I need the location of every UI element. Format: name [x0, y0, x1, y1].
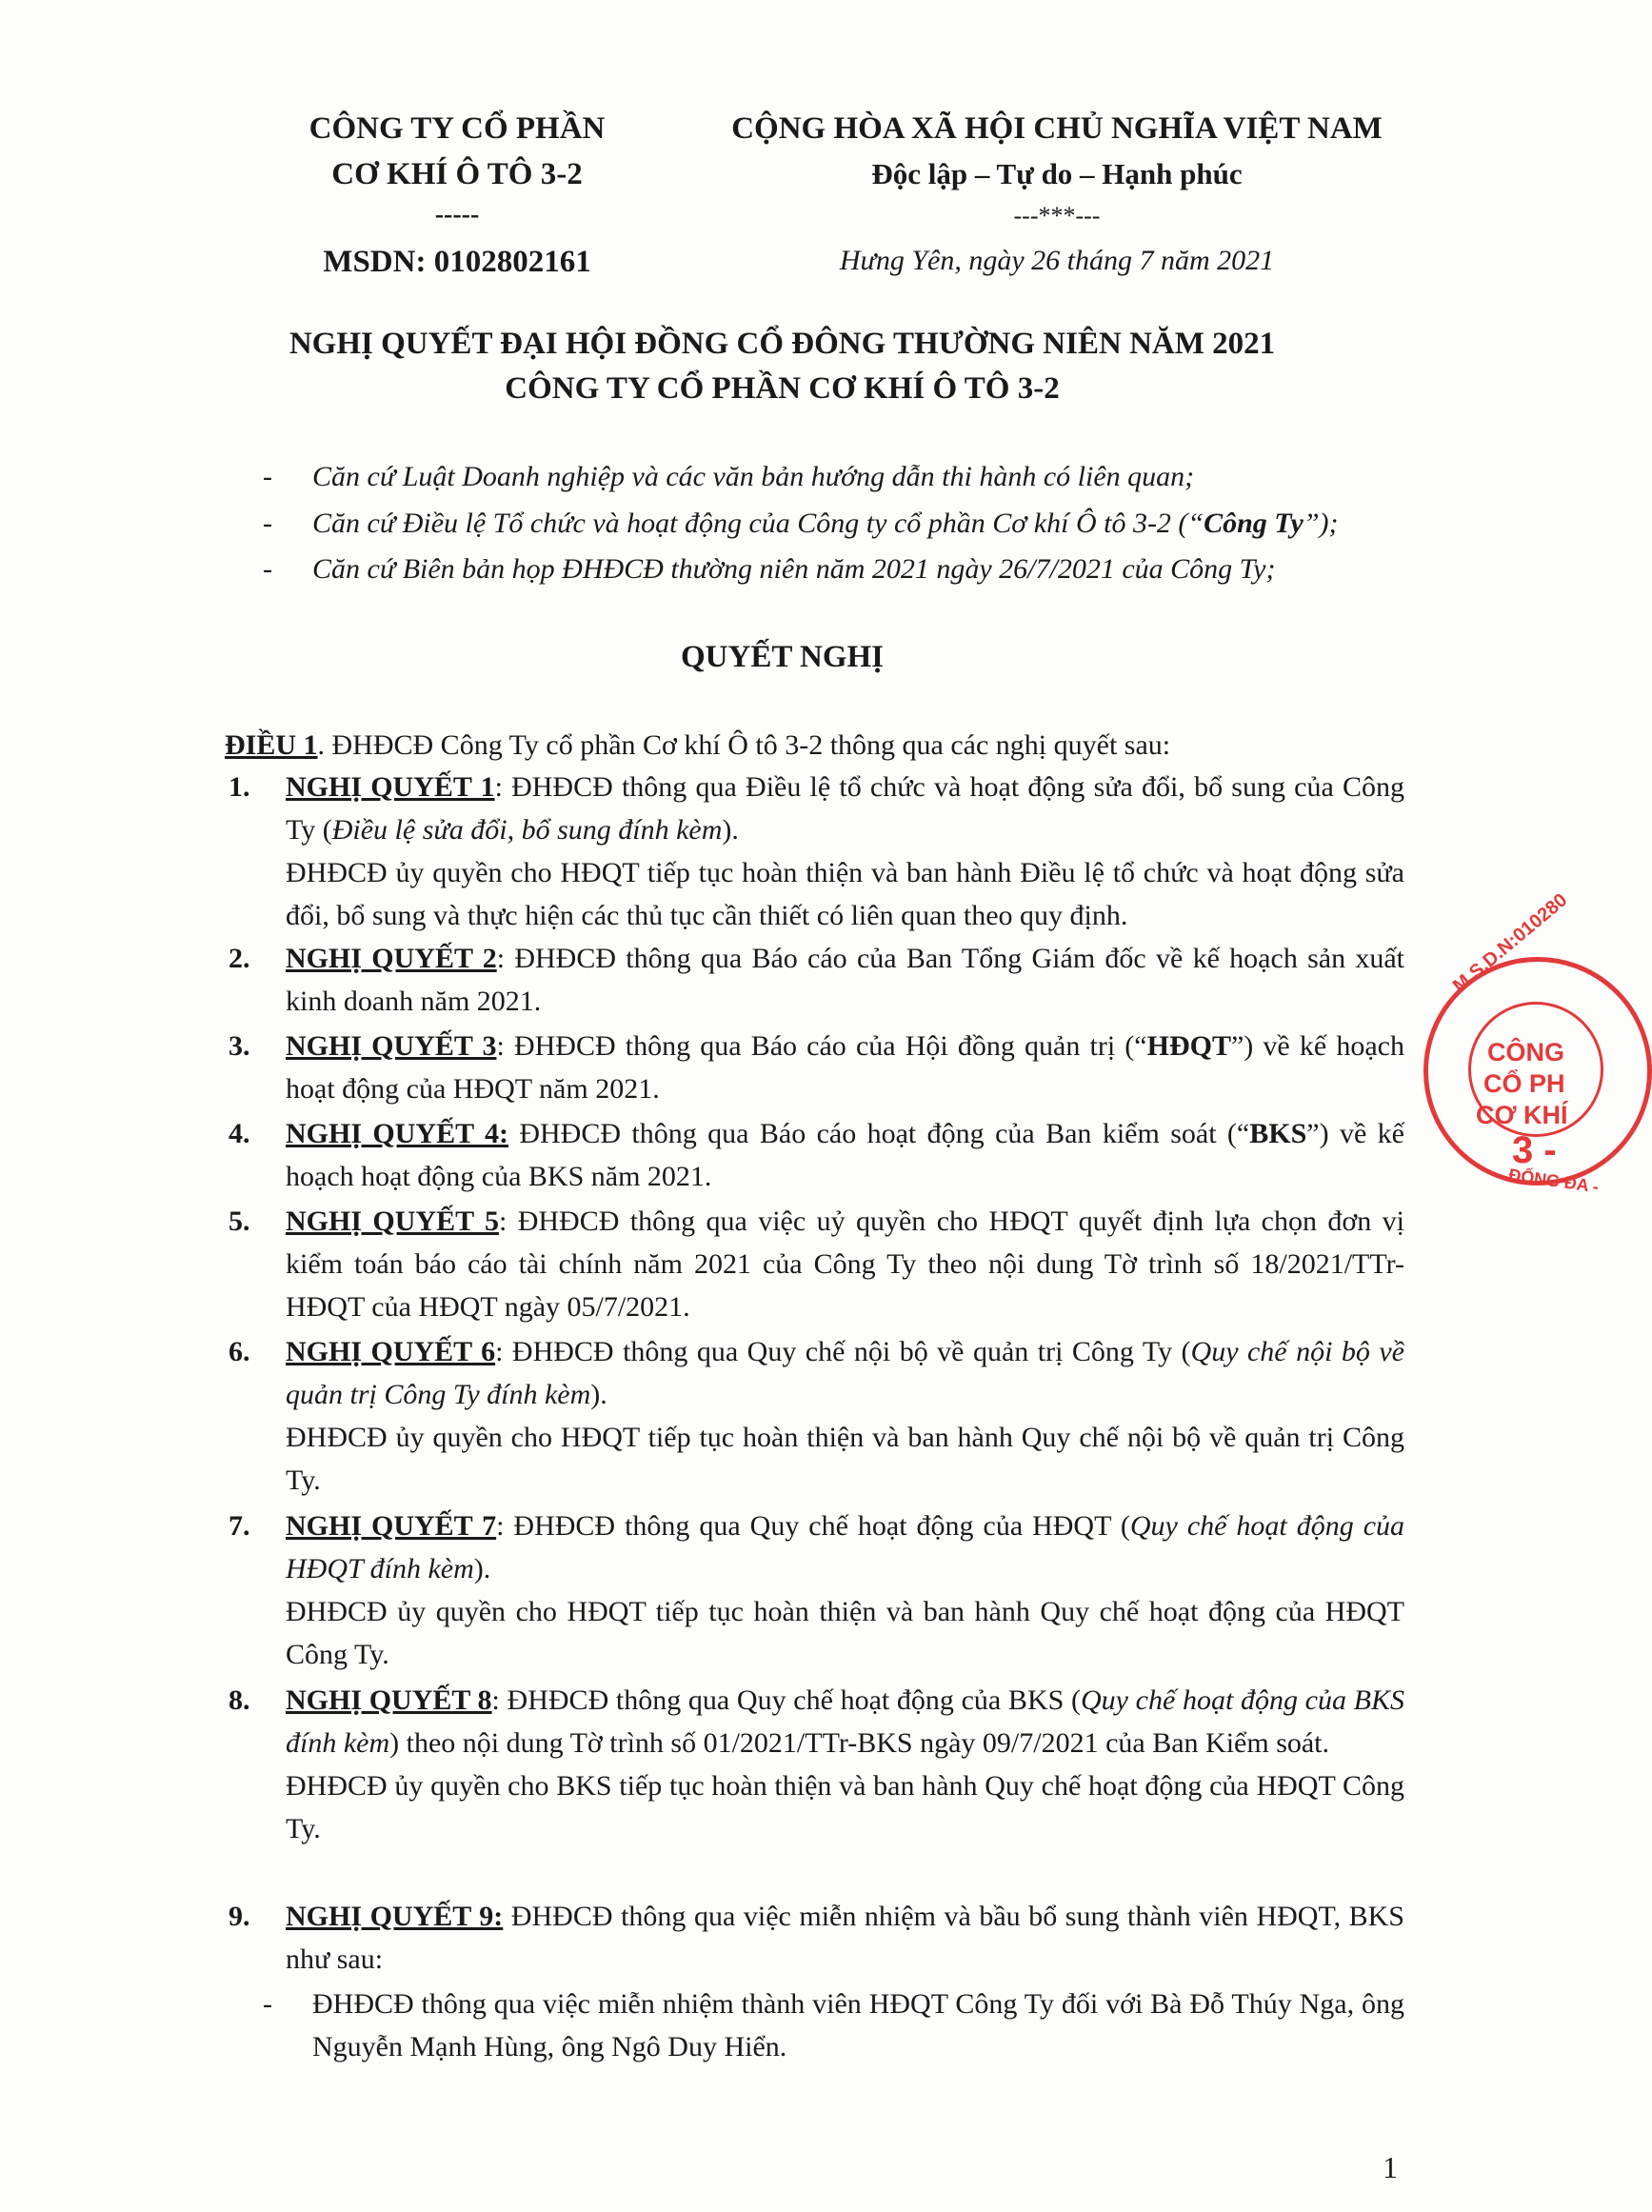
resolution-3: 3. NGHỊ QUYẾT 3: ĐHĐCĐ thông qua Báo cáo của Hội đồng quản trị (“HĐQT”) về kế hoạch hoạt động của HĐQT năm 2021. [229, 1030, 1404, 1105]
dash: - [263, 508, 272, 539]
article-label: ĐIỀU 1 [225, 729, 318, 761]
company-name-line1: CÔNG TY CỔ PHẦN [309, 111, 606, 146]
company-separator: ----- [434, 200, 480, 229]
article-1: ĐIỀU 1. ĐHĐCĐ Công Ty cổ phần Cơ khí Ô tô 3-2 thông qua các nghị quyết sau: [225, 729, 1171, 761]
resolution-2: 2. NGHỊ QUYẾT 2: ĐHĐCĐ thông qua Báo cáo của Ban Tổng Giám đốc về kế hoạch sản xuất kinh doanh năm 2021. [229, 943, 1404, 1017]
nation-separator: ---***--- [1013, 202, 1101, 229]
basis-item-3: - Căn cứ Biên bản họp ĐHĐCĐ thường niên năm 2021 ngày 26/7/2021 của Công Ty; [263, 553, 1276, 585]
dash: - [263, 1988, 272, 2020]
title-line1: NGHỊ QUYẾT ĐẠI HỘI ĐỒNG CỔ ĐÔNG THƯỜNG NIÊN NĂM 2021 [289, 327, 1276, 361]
resolution-9-sub-item: - ĐHĐCĐ thông qua việc miễn nhiệm thành viên HĐQT Công Ty đối với Bà Đỗ Thúy Nga, ông Nguyễn Mạnh Hùng, ông Ngô Duy Hiển. [312, 1983, 1404, 2068]
basis-item-2: - Căn cứ Điều lệ Tổ chức và hoạt động của Công ty cổ phần Cơ khí Ô tô 3-2 (“Công Ty”); [263, 508, 1339, 539]
nation-line1: CỘNG HÒA XÃ HỘI CHỦ NGHĨA VIỆT NAM [731, 111, 1383, 146]
decision-heading: QUYẾT NGHỊ [680, 640, 885, 674]
msdn: MSDN: 0102802161 [323, 245, 591, 279]
title-line2: CÔNG TY CỔ PHẦN CƠ KHÍ Ô TÔ 3-2 [505, 371, 1060, 406]
resolution-6: 6. NGHỊ QUYẾT 6: ĐHĐCĐ thông qua Quy chế nội bộ về quản trị Công Ty (Quy chế nội bộ về quản trị Công Ty đính kèm). ĐHĐCĐ ủy quyền cho HĐQT tiếp tục hoàn thiện và ban hành Quy chế nội bộ về quản trị Công Ty. [229, 1336, 1404, 1496]
basis-item-1: - Căn cứ Luật Doanh nghiệp và các văn bản hướng dẫn thi hành có liên quan; [263, 461, 1195, 492]
resolution-8: 8. NGHỊ QUYẾT 8: ĐHĐCĐ thông qua Quy chế hoạt động của BKS (Quy chế hoạt động của BKS đính kèm) theo nội dung Tờ trình số 01/2021/TTr-BKS ngày 09/7/2021 của Ban Kiểm soát. ĐHĐCĐ ủy quyền cho BKS tiếp tục hoàn thiện và ban hành Quy chế hoạt động của HĐQT Công Ty. [229, 1684, 1405, 1844]
dash: - [263, 461, 272, 492]
place-date: Hưng Yên, ngày 26 tháng 7 năm 2021 [839, 245, 1275, 276]
page-number: 1 [1383, 2150, 1398, 2184]
resolution-9: 9. NGHỊ QUYẾT 9: ĐHĐCĐ thông qua việc miễn nhiệm và bầu bổ sung thành viên HĐQT, BKS như sau: [229, 1901, 1404, 1975]
resolution-4: 4. NGHỊ QUYẾT 4: ĐHĐCĐ thông qua Báo cáo hoạt động của Ban kiểm soát (“BKS”) về kế hoạch hoạt động của BKS năm 2021. [229, 1118, 1404, 1192]
resolution-5: 5. NGHỊ QUYẾT 5: ĐHĐCĐ thông qua việc uỷ quyền cho HĐQT quyết định lựa chọn đơn vị kiểm toán báo cáo tài chính năm 2021 của Công Ty theo nội dung Tờ trình số 18/2021/TTr-HĐQT của HĐQT ngày 05/7/2021. [229, 1206, 1404, 1323]
nation-motto: Độc lập – Tự do – Hạnh phúc [871, 157, 1243, 190]
company-seal-stamp: M.S.D.N:010280 CÔNG CỔ PH CƠ KHÍ 3 - ĐỐNG ĐA - [1423, 957, 1652, 1186]
dash: - [263, 553, 272, 585]
resolution-7: 7. NGHỊ QUYẾT 7: ĐHĐCĐ thông qua Quy chế hoạt động của HĐQT (Quy chế hoạt động của HĐQT đính kèm). ĐHĐCĐ ủy quyền cho HĐQT tiếp tục hoàn thiện và ban hành Quy chế hoạt động của HĐQT Công Ty. [229, 1510, 1405, 1670]
resolution-1: 1. NGHỊ QUYẾT 1: ĐHĐCĐ thông qua Điều lệ tổ chức và hoạt động sửa đổi, bổ sung của Công Ty (Điều lệ sửa đổi, bổ sung đính kèm). ĐHĐCĐ ủy quyền cho HĐQT tiếp tục hoàn thiện và ban hành Điều lệ tổ chức và hoạt động sửa đổi, bổ sung và thực hiện các thủ tục cần thiết có liên quan theo quy định. [229, 771, 1404, 931]
company-name-line2: CƠ KHÍ Ô TÔ 3-2 [331, 157, 583, 191]
